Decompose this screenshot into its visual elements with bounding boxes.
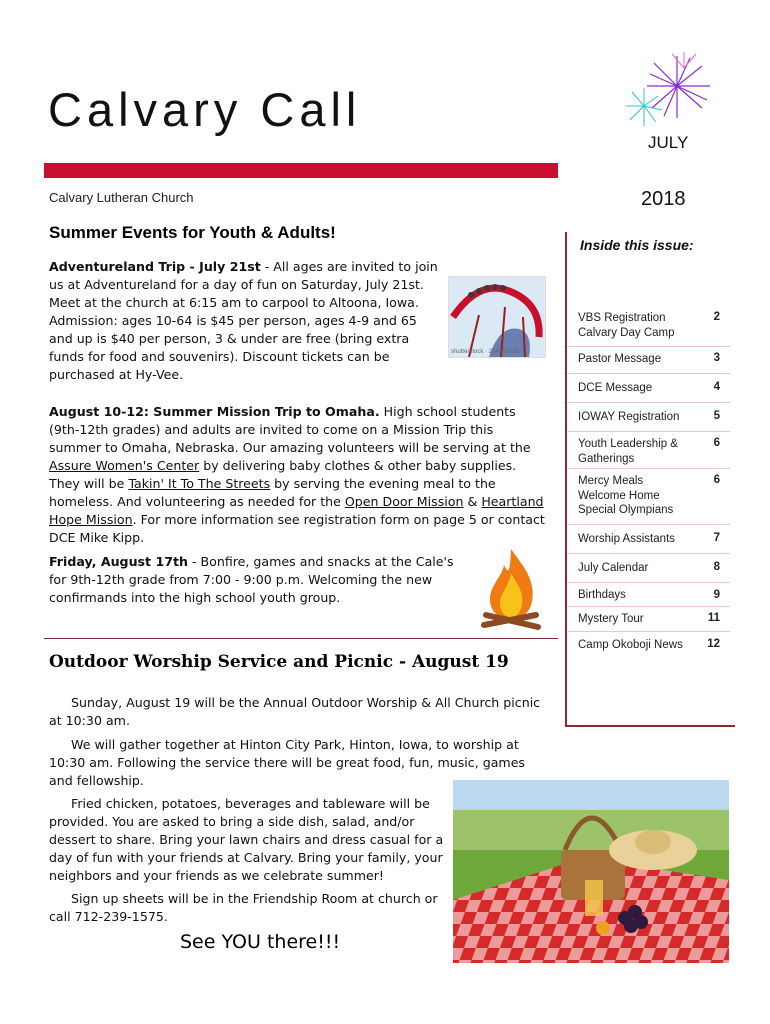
- toc-divider: [568, 606, 730, 607]
- toc-item-worship-assistants[interactable]: Worship Assistants: [578, 533, 675, 545]
- picnic-image: [453, 780, 729, 963]
- mission-text: by delivering baby clothes & other baby supplies. They will be: [49, 458, 517, 491]
- toc-item-july-calendar[interactable]: July Calendar: [578, 562, 649, 574]
- toc-item-birthdays[interactable]: Birthdays: [578, 589, 626, 601]
- toc-page-number: 9: [713, 589, 720, 601]
- toc-page-number: 4: [713, 381, 720, 393]
- mission-text: High school students (9th-12th grades) and adults are invited to come on a Mission Trip this summer to Omaha, Nebraska. Our amazing volunteers will be serving at the: [49, 404, 531, 455]
- summer-heading: Summer Events for Youth & Adults!: [49, 223, 336, 242]
- mission-trip-paragraph: [49, 403, 549, 547]
- toc-page-number: 12: [707, 638, 720, 650]
- toc-page-number: 6: [713, 474, 720, 486]
- roller-coaster-image: [448, 276, 546, 358]
- friday-paragraph: [49, 553, 469, 607]
- toc-page-number: 6: [713, 437, 720, 449]
- outdoor-paragraph-3: Fried chicken, potatoes, beverages and tableware will be provided. You are asked to bring a side dish, salad, and/or dessert to share. Bring your lawn chairs and dress casual for a day of fun with your friends at Calvary. Bring your family, your neighbors and your friends as we celebrate summer!: [49, 796, 444, 883]
- toc-item-camp-okoboji[interactable]: Camp Okoboji News: [578, 639, 683, 651]
- friday-text: - Bonfire, games and snacks at the Cale's for 9th-12th grade from 7:00 - 9:00 p.m. Welcoming the new confirmands into the high school youth group.: [49, 554, 454, 605]
- toc-item-pastor-message[interactable]: Pastor Message: [578, 353, 662, 365]
- toc-divider: [568, 553, 730, 554]
- sidebar-border-bottom: [565, 725, 735, 727]
- fireworks-image: [622, 48, 712, 136]
- toc-divider: [568, 346, 730, 347]
- toc-item-youth-leadership[interactable]: Youth Leadership & Gatherings: [578, 438, 678, 465]
- toc-item-ioway-registration[interactable]: IOWAY Registration: [578, 411, 680, 423]
- church-name: Calvary Lutheran Church: [49, 190, 194, 205]
- link-assure-womens-center[interactable]: Assure Women's Center: [49, 458, 200, 473]
- friday-lead: Friday, August 17th: [49, 554, 188, 569]
- outdoor-paragraph-2: We will gather together at Hinton City Park, Hinton, Iowa, to worship at 10:30 am. Following the service there will be great food, fun, music, games and fellowship.: [49, 737, 525, 788]
- toc-page-number: 7: [713, 532, 720, 544]
- toc-item-mercy-meals[interactable]: Mercy Meals Welcome Home Special Olympians: [578, 475, 674, 516]
- toc-item-vbs[interactable]: VBS Registration Calvary Day Camp: [578, 312, 675, 339]
- adventureland-text: - All ages are invited to join us at Adventureland for a day of fun on Saturday, July 21st. Meet at the church at 6:15 am to carpool to Altoona, Iowa. Admission: ages 10-64 is $45 per person, ages 4-9 and 65 and up is $40 per person, 3 & under are free (bring extra funds for food and souvenirs). Discount tickets can be purchased at Hy-Vee.: [49, 259, 438, 382]
- outdoor-paragraph-1: Sunday, August 19 will be the Annual Outdoor Worship & All Church picnic at 10:30 am.: [49, 695, 541, 728]
- issue-month: JULY: [648, 133, 689, 152]
- toc-divider: [568, 373, 730, 374]
- sidebar-border: [565, 232, 567, 726]
- toc-divider: [568, 524, 730, 525]
- mission-text: by serving the evening meal to the homeless. And volunteering as needed for the: [49, 476, 496, 509]
- toc-divider: [568, 468, 730, 469]
- bonfire-image: [478, 545, 544, 633]
- toc-page-number: 2: [713, 311, 720, 323]
- toc-page-number: 5: [713, 410, 720, 422]
- mission-text: &: [463, 494, 482, 509]
- outdoor-paragraph-4: Sign up sheets will be in the Friendship Room at church or call 712-239-1575.: [49, 891, 438, 924]
- toc-item-mystery-tour[interactable]: Mystery Tour: [578, 613, 644, 625]
- link-heartland-hope-mission[interactable]: Heartland Hope Mission: [49, 494, 544, 527]
- link-takin-it-to-the-streets[interactable]: Takin' It To The Streets: [128, 476, 271, 491]
- toc-item-dce-message[interactable]: DCE Message: [578, 382, 653, 394]
- outdoor-heading: Outdoor Worship Service and Picnic - August 19: [49, 652, 509, 672]
- toc-page-number: 3: [713, 352, 720, 364]
- issue-year: 2018: [641, 188, 686, 210]
- section-divider: [44, 638, 558, 639]
- link-open-door-mission[interactable]: Open Door Mission: [344, 494, 464, 509]
- closing-line: See YOU there!!!: [180, 931, 341, 953]
- coaster-watermark: shutterstock · 234082120: [451, 349, 519, 355]
- toc-divider: [568, 402, 730, 403]
- toc-heading: Inside this issue:: [580, 237, 694, 253]
- mission-text: . For more information see registration form on page 5 or contact DCE Mike Kipp.: [49, 512, 545, 545]
- toc-divider: [568, 582, 730, 583]
- adventureland-lead: Adventureland Trip - July 21st: [49, 259, 261, 274]
- toc-page-number: 8: [713, 561, 720, 573]
- toc-divider: [568, 431, 730, 432]
- adventureland-paragraph: [49, 258, 441, 384]
- newsletter-title: Calvary Call: [48, 83, 362, 136]
- mission-lead: August 10-12: Summer Mission Trip to Omaha.: [49, 404, 380, 419]
- toc-divider: [568, 631, 730, 632]
- title-bar: [44, 163, 558, 178]
- toc-page-number: 11: [707, 612, 720, 624]
